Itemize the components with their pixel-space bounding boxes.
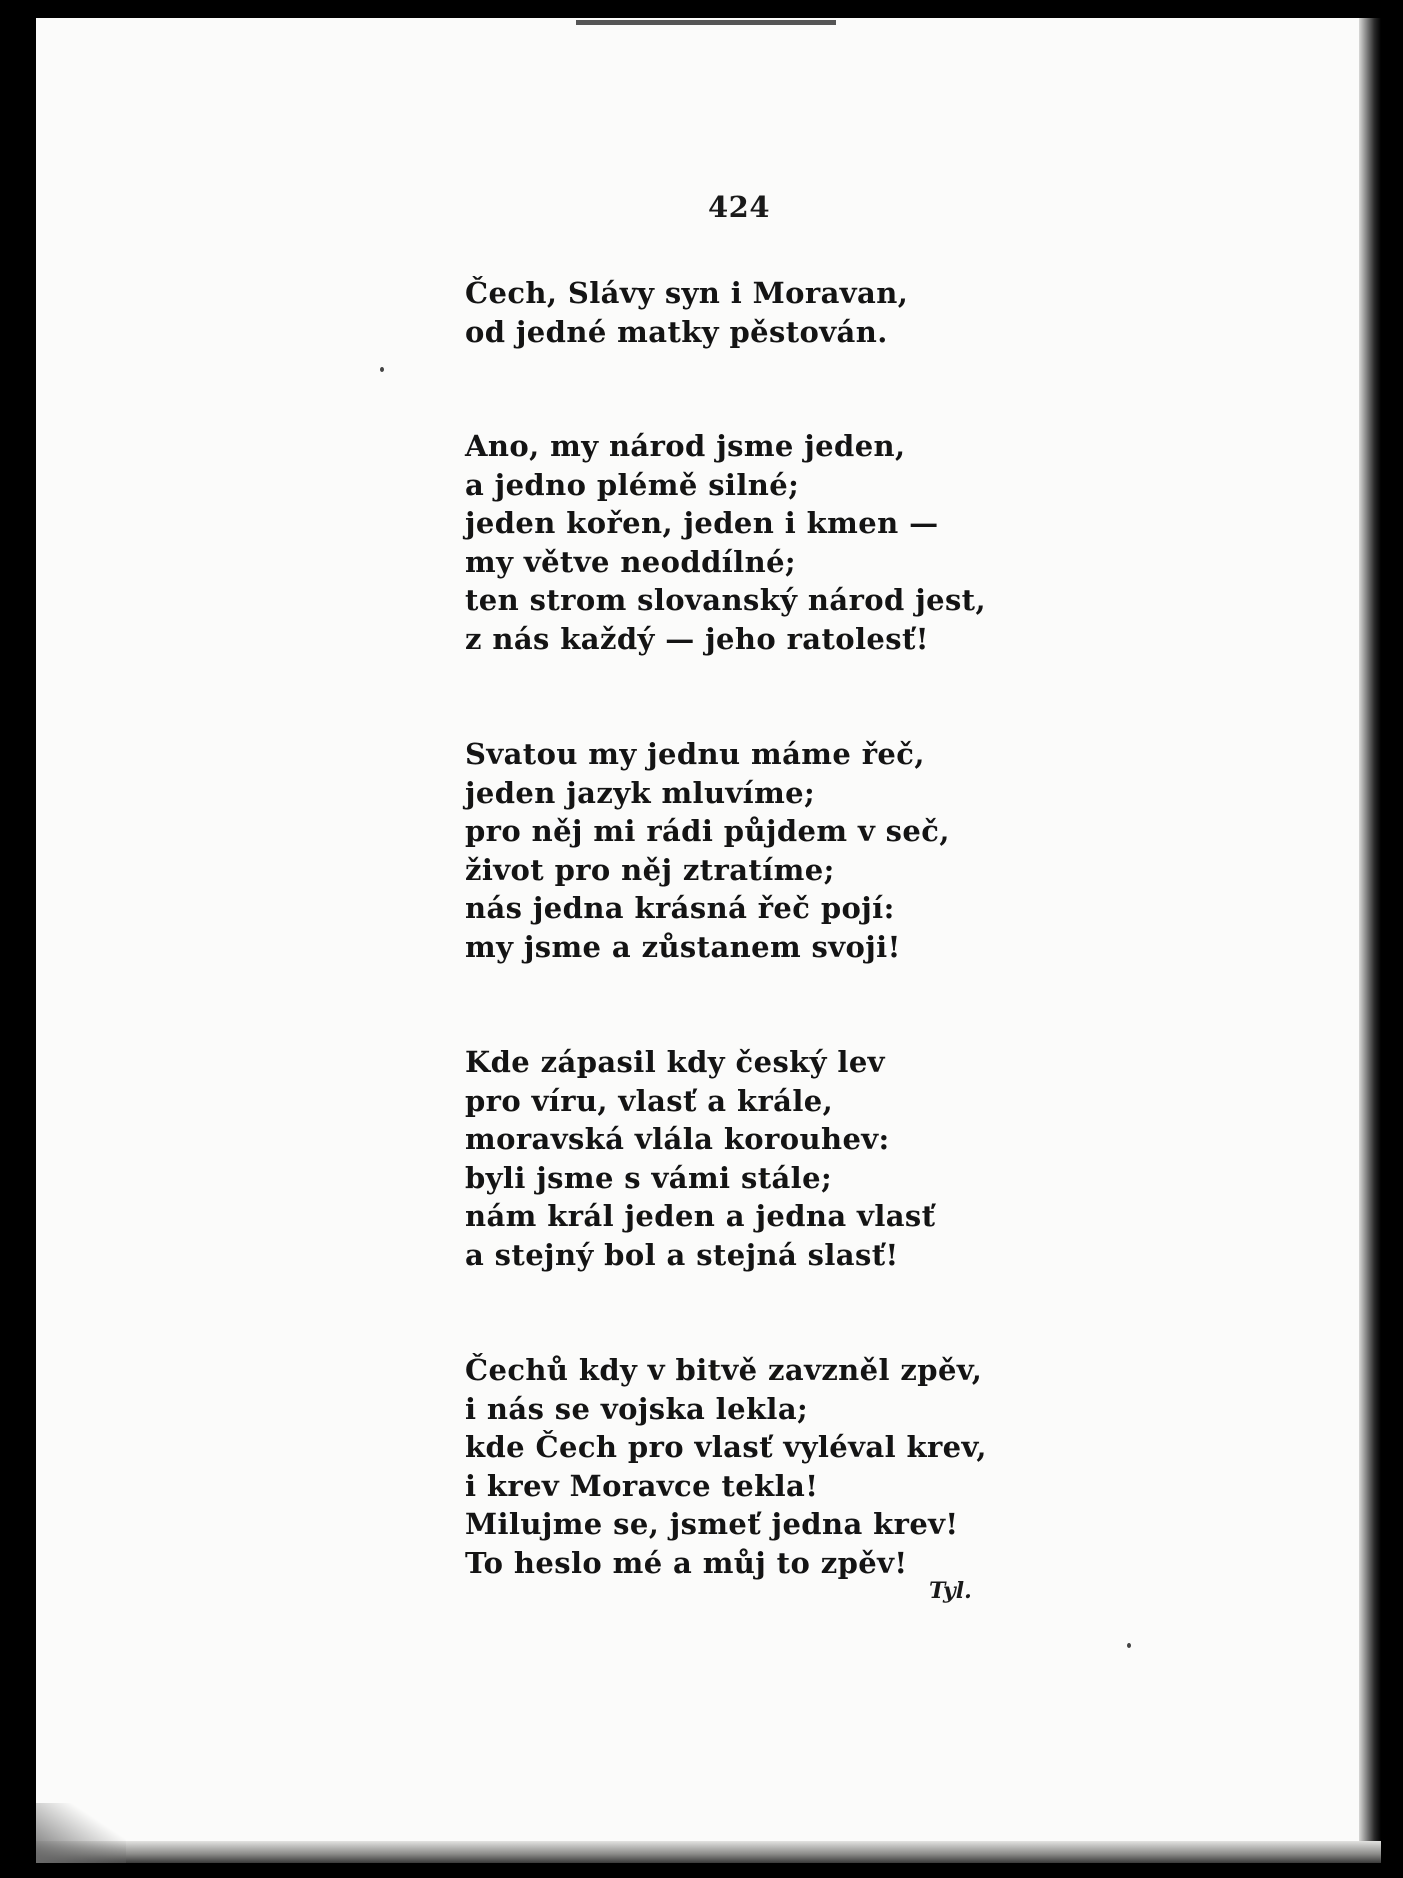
poem-line: a stejný bol a stejná slasť!	[465, 1237, 899, 1272]
poem-line: my větve neoddílné;	[465, 544, 797, 579]
poem-line: pro víru, vlasť a krále,	[465, 1083, 834, 1118]
ink-speck	[1127, 1643, 1131, 1648]
scan-edge-right	[1359, 18, 1381, 1863]
poem-line: i nás se vojska lekla;	[465, 1391, 809, 1426]
page-number: 424	[708, 190, 771, 224]
poem-line: Čech, Slávy syn i Moravan,	[465, 276, 909, 310]
poem-line: z nás každý — jeho ratolesť!	[465, 621, 929, 656]
poem-line: my jsme a zůstanem svoji!	[465, 929, 901, 964]
poem-line: Čechů kdy v bitvě zavzněl zpěv,	[465, 1353, 983, 1387]
stanza-2	[465, 427, 1085, 658]
poem-line: To heslo mé a můj to zpěv!	[465, 1545, 908, 1580]
poem	[465, 274, 1085, 1659]
poem-line: pro něj mi rádi půjdem v seč,	[465, 814, 950, 848]
poem-line: Milujme se, jsmeť jedna krev!	[465, 1507, 959, 1541]
poem-line: Svatou my jednu máme řeč,	[465, 737, 925, 771]
poem-line: nám král jeden a jedna vlasť	[465, 1199, 936, 1233]
poem-line: život pro něj ztratíme;	[465, 852, 835, 887]
poem-line: Ano, my národ jsme jeden,	[465, 429, 906, 463]
stanza-3	[465, 735, 1085, 966]
poem-line: Kde zápasil kdy český lev	[465, 1045, 885, 1079]
poem-line: moravská vlála korouhev:	[465, 1122, 890, 1156]
stanza-1	[465, 274, 1085, 351]
poem-line: kde Čech pro vlasť vyléval krev,	[465, 1430, 987, 1464]
poem-line: nás jedna krásná řeč pojí:	[465, 891, 895, 925]
scan-shadow-corner	[36, 1803, 126, 1863]
top-rule	[576, 20, 836, 25]
ink-speck	[380, 367, 384, 372]
poem-line: jeden jazyk mluvíme;	[465, 775, 816, 810]
poem-line: od jedné matky pěstován.	[465, 314, 888, 349]
scanned-page	[36, 18, 1381, 1863]
scan-edge-bottom	[36, 1841, 1381, 1863]
poem-line: jeden kořen, jeden i kmen —	[465, 506, 939, 540]
poem-line: byli jsme s vámi stále;	[465, 1160, 833, 1195]
poem-line: i krev Moravce tekla!	[465, 1468, 819, 1503]
poem-line: ten strom slovanský národ jest,	[465, 583, 986, 617]
stanza-5	[465, 1351, 1085, 1582]
stanza-4	[465, 1043, 1085, 1274]
poem-line: a jedno plémě silné;	[465, 467, 800, 502]
author-signature: Tyl.	[929, 1578, 972, 1604]
